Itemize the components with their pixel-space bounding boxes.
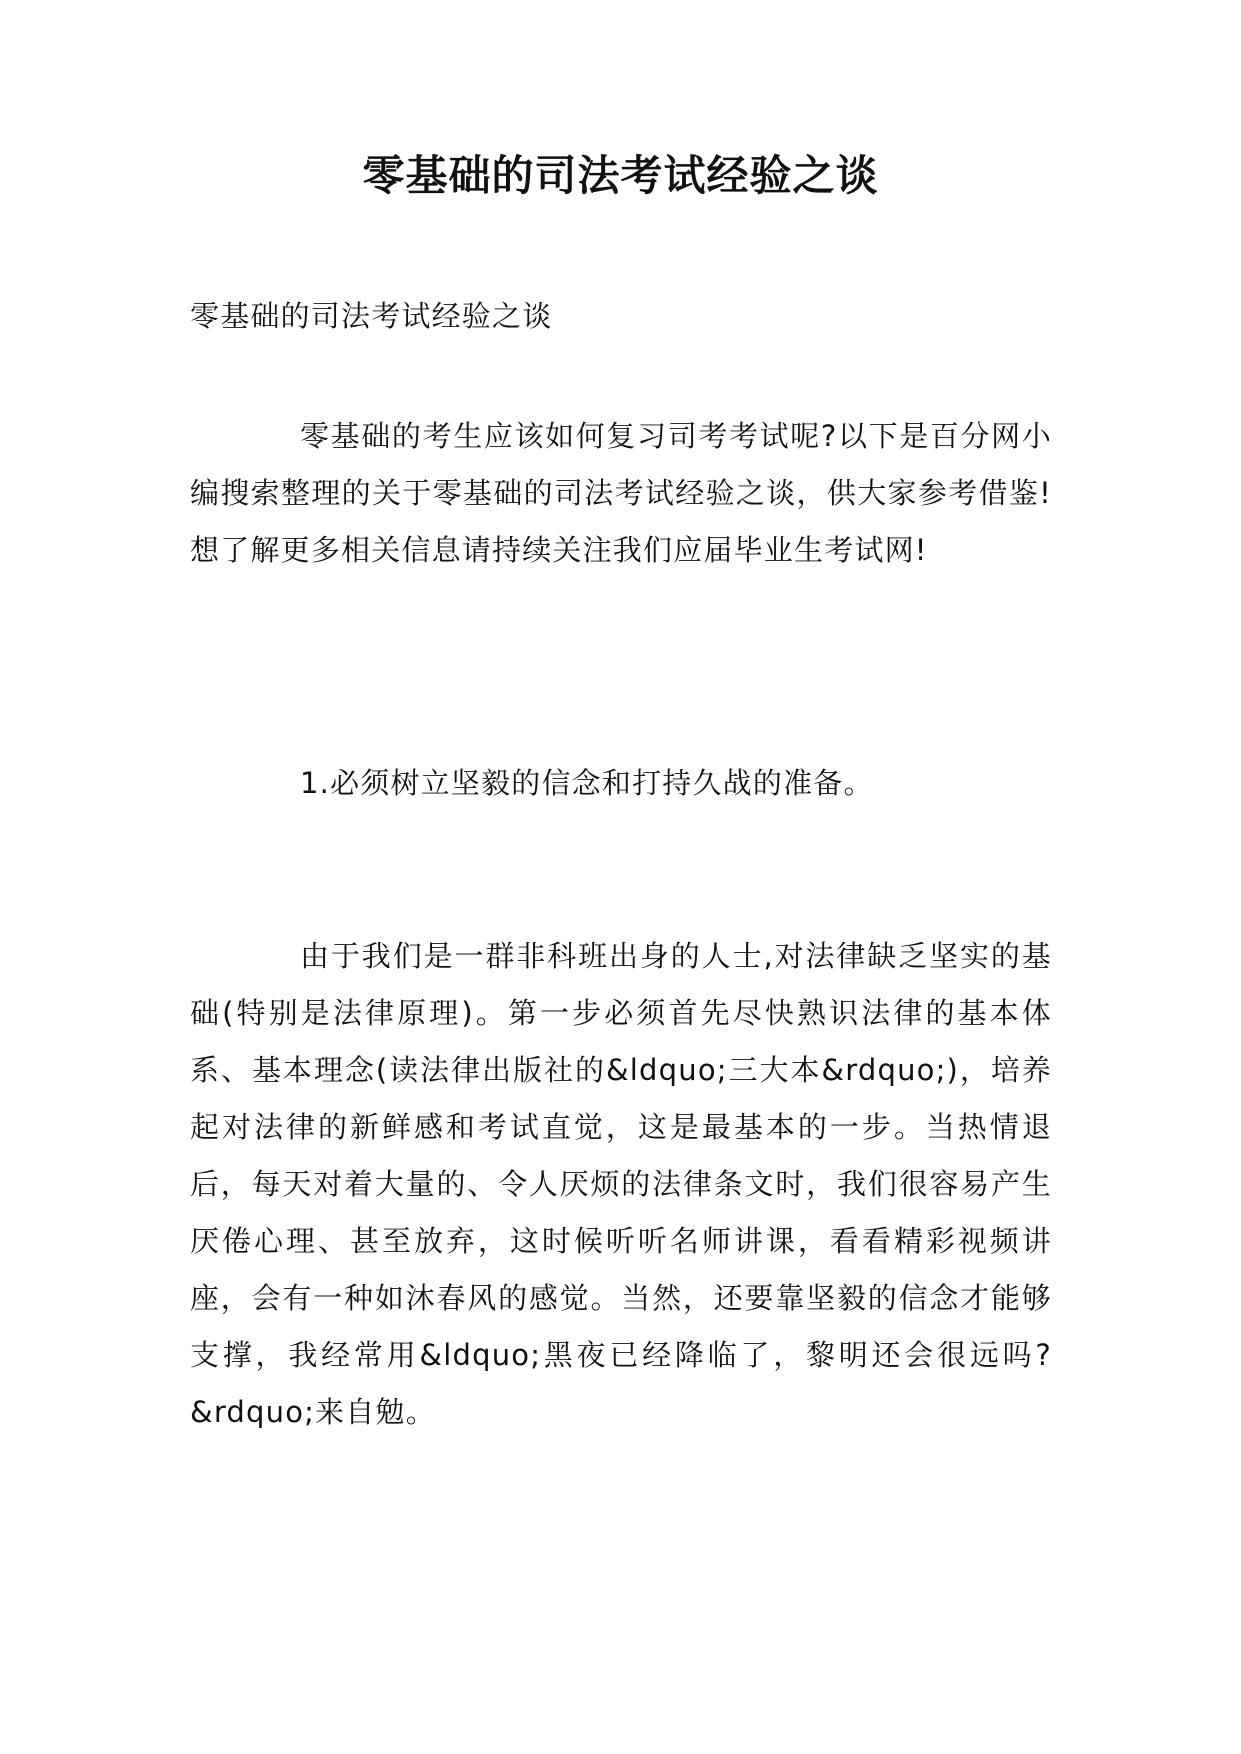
document-subtitle: 零基础的司法考试经验之谈 (190, 299, 553, 333)
intro-paragraph: 零基础的考生应该如何复习司考考试呢?以下是百分网小编搜索整理的关于零基础的司法考试经验之谈，供大家参考借鉴!想了解更多相关信息请持续关注我们应届毕业生考试网! (190, 419, 1052, 567)
document-title: 零基础的司法考试经验之谈 (362, 151, 879, 200)
body-paragraph-1: 由于我们是一群非科班出身的人士,对法律缺乏坚实的基础(特别是法律原理)。第一步必须首先尽快熟识法律的基本体系、基本理念(读法律出版社的&ldquo;三大本&rdquo;)，培养起对法律的新鲜感和考试直觉，这是最基本的一步。当热情退后，每天对着大量的、令人厌烦的法律条文时，我们很容易产生厌倦心理、甚至放弃，这时候听听名师讲课，看看精彩视频讲座，会有一种如沐春风的感觉。当然，还要靠坚毅的信念才能够支撑，我经常用&ldquo;黑夜已经降临了，黎明还会很远吗?&rdquo;来自勉。 (190, 939, 1052, 1429)
numbered-point-1: 1.必须树立坚毅的信念和打持久战的准备。 (300, 766, 874, 800)
